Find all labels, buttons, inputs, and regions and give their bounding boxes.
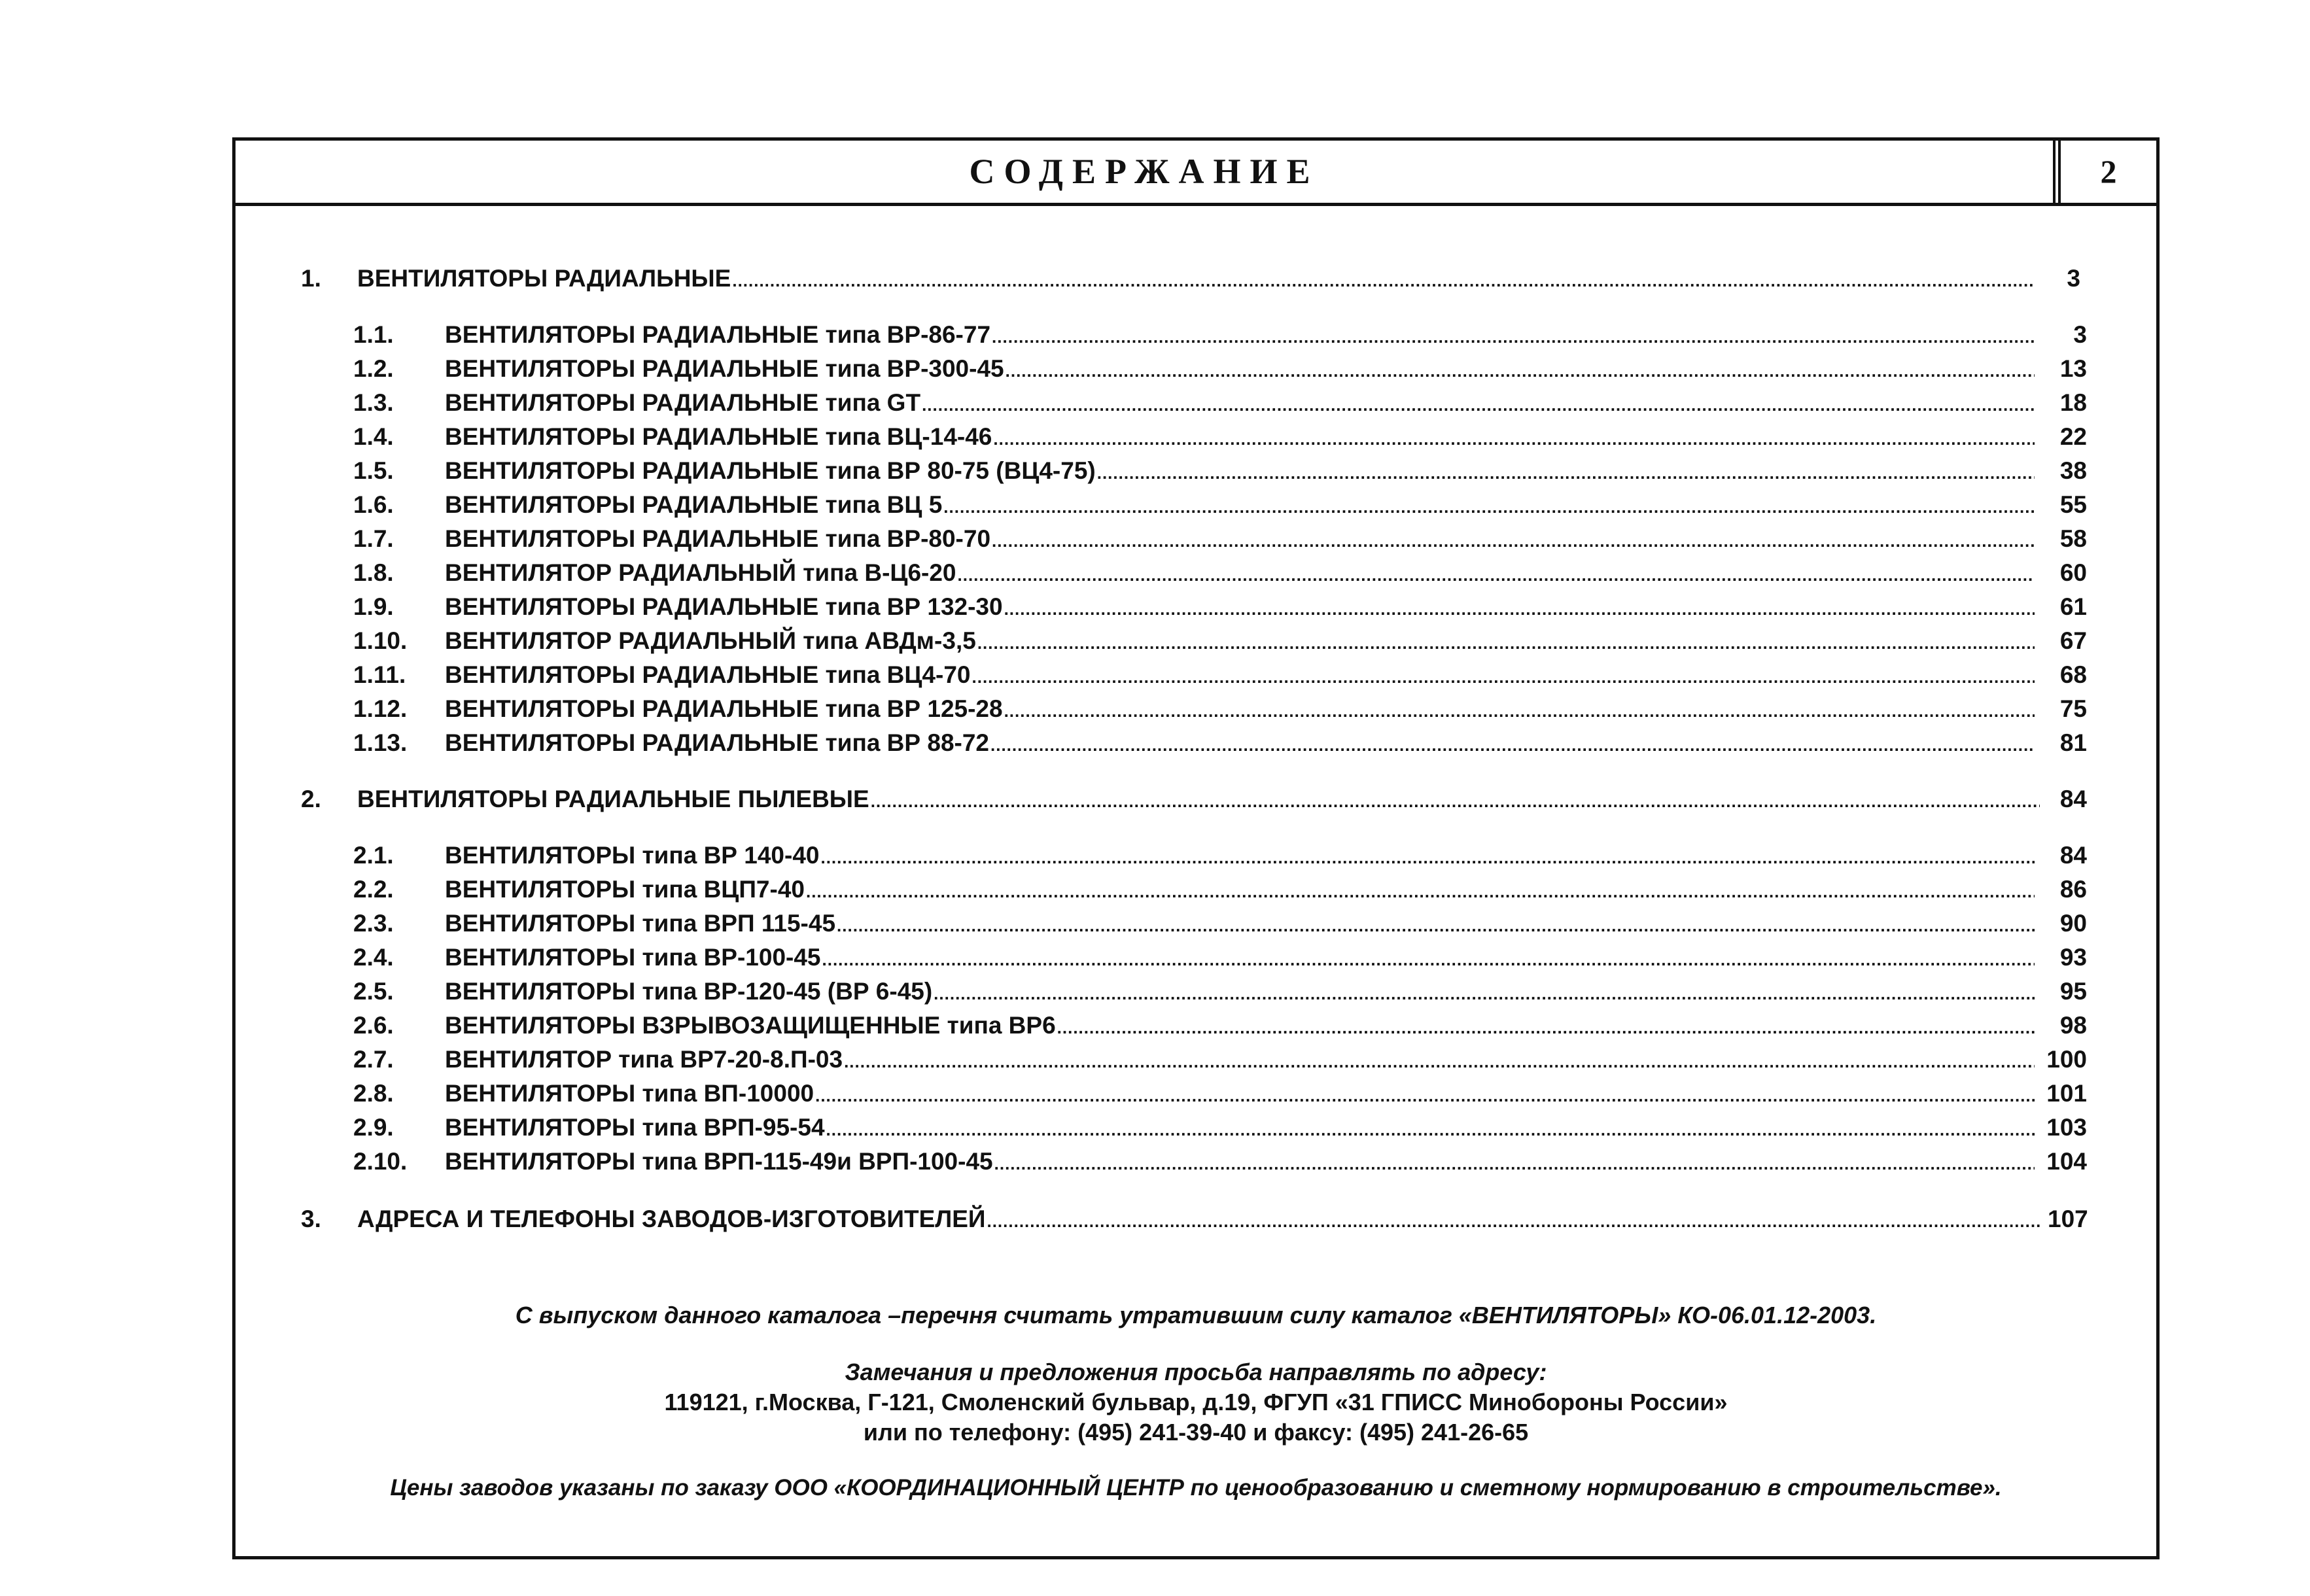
toc-title: ВЕНТИЛЯТОРЫ типа ВР-120-45 (ВР 6-45) bbox=[445, 978, 933, 1005]
toc-item-1-12 bbox=[353, 695, 2087, 723]
toc-leader bbox=[992, 531, 2035, 551]
toc-number: 2.10. bbox=[353, 1148, 408, 1175]
toc-number: 1.1. bbox=[353, 321, 394, 348]
toc-leader bbox=[1004, 701, 2035, 721]
toc-page: 3 bbox=[2067, 265, 2080, 292]
toc-title: ВЕНТИЛЯТОРЫ РАДИАЛЬНЫЕ типа ВР 80-75 (ВЦ4-75) bbox=[445, 457, 1096, 484]
toc-title: АДРЕСА И ТЕЛЕФОНЫ ЗАВОДОВ-ИЗГОТОВИТЕЛЕЙ bbox=[357, 1206, 986, 1232]
toc-title: ВЕНТИЛЯТОР типа ВР7-20-8.П-03 bbox=[445, 1046, 843, 1073]
toc-number: 1.4. bbox=[353, 423, 394, 450]
toc-page: 86 bbox=[2059, 876, 2087, 903]
toc-page: 22 bbox=[2059, 423, 2087, 450]
toc-number: 1.11. bbox=[353, 661, 406, 688]
phone-line: или по телефону: (495) 241-39-40 и факсу: (495) 241-26-65 bbox=[863, 1419, 1529, 1446]
toc-item-1-8 bbox=[353, 559, 2087, 587]
toc-item-1-3 bbox=[353, 389, 2087, 417]
toc-page: 104 bbox=[2046, 1148, 2087, 1175]
toc-title: ВЕНТИЛЯТОРЫ ВЗРЫВОЗАЩИЩЕННЫЕ типа ВР6 bbox=[445, 1012, 1056, 1039]
toc-title: ВЕНТИЛЯТОРЫ типа ВРП 115-45 bbox=[445, 910, 836, 937]
toc-page: 101 bbox=[2046, 1080, 2087, 1107]
toc-leader bbox=[806, 882, 2035, 902]
toc-leader bbox=[943, 497, 2035, 517]
toc-page: 61 bbox=[2059, 593, 2087, 620]
toc-number: 1.13. bbox=[353, 729, 408, 756]
toc-item-1-13 bbox=[353, 729, 2087, 757]
toc-page: 38 bbox=[2059, 457, 2087, 484]
toc-item-1-5 bbox=[353, 457, 2087, 485]
toc-leader bbox=[990, 735, 2035, 755]
toc-item-1-10 bbox=[353, 627, 2087, 655]
toc-leader bbox=[1057, 1018, 2035, 1038]
toc-title: ВЕНТИЛЯТОРЫ РАДИАЛЬНЫЕ типа ВР-86-77 bbox=[445, 321, 991, 348]
toc-number: 1.9. bbox=[353, 593, 394, 620]
toc-page: 58 bbox=[2059, 525, 2087, 552]
toc-item-2-7 bbox=[353, 1046, 2087, 1073]
toc-page: 98 bbox=[2059, 1012, 2087, 1039]
toc-leader bbox=[994, 1154, 2035, 1174]
toc-number: 2.3. bbox=[353, 910, 394, 937]
toc-leader bbox=[871, 791, 2040, 812]
toc-item-2-1 bbox=[353, 842, 2087, 869]
toc-leader bbox=[820, 848, 2035, 868]
header bbox=[236, 141, 2156, 206]
toc-leader bbox=[934, 984, 2035, 1004]
toc-leader bbox=[958, 565, 2035, 585]
toc-item-1-1 bbox=[353, 321, 2087, 349]
toc-item-2-10 bbox=[353, 1148, 2087, 1175]
toc-item-1-2 bbox=[353, 355, 2087, 383]
toc-number: 1.2. bbox=[353, 355, 394, 382]
toc-page: 75 bbox=[2059, 695, 2087, 722]
toc-item-2-9 bbox=[353, 1114, 2087, 1141]
toc-page: 100 bbox=[2046, 1046, 2087, 1073]
toc-number: 2. bbox=[301, 786, 321, 812]
toc-title: ВЕНТИЛЯТОРЫ типа ВР 140-40 bbox=[445, 842, 820, 869]
toc-number: 1.12. bbox=[353, 695, 408, 722]
toc-item-2-8 bbox=[353, 1080, 2087, 1107]
toc-leader bbox=[1006, 361, 2035, 381]
toc-page: 95 bbox=[2059, 978, 2087, 1005]
toc-item-2-4 bbox=[353, 944, 2087, 971]
toc-number: 2.4. bbox=[353, 944, 394, 971]
toc-page: 60 bbox=[2059, 559, 2087, 586]
toc-title: ВЕНТИЛЯТОР РАДИАЛЬНЫЙ типа АВДм-3,5 bbox=[445, 627, 976, 654]
toc-leader bbox=[732, 271, 2033, 291]
toc-page: 90 bbox=[2059, 910, 2087, 937]
toc-item-2-5 bbox=[353, 978, 2087, 1005]
toc-title: ВЕНТИЛЯТОРЫ РАДИАЛЬНЫЕ типа GT bbox=[445, 389, 921, 416]
supersede-note: С выпуском данного каталога –перечня считать утратившим силу каталог «ВЕНТИЛЯТОРЫ» КО-06.01.12-2003. bbox=[515, 1302, 1877, 1328]
toc-leader bbox=[844, 1052, 2035, 1072]
page-title: СОДЕРЖАНИЕ bbox=[969, 152, 1320, 191]
toc-section-2 bbox=[301, 786, 2087, 813]
toc-number: 2.5. bbox=[353, 978, 394, 1005]
toc-page: 84 bbox=[2059, 786, 2087, 812]
toc-title: ВЕНТИЛЯТОРЫ РАДИАЛЬНЫЕ типа ВР 88-72 bbox=[445, 729, 989, 756]
toc-title: ВЕНТИЛЯТОРЫ РАДИАЛЬНЫЕ типа ВР-80-70 bbox=[445, 525, 991, 552]
toc-title: ВЕНТИЛЯТОРЫ типа ВП-10000 bbox=[445, 1080, 814, 1107]
toc-leader bbox=[1097, 463, 2035, 483]
toc-number: 2.7. bbox=[353, 1046, 394, 1073]
toc-leader bbox=[815, 1086, 2035, 1106]
toc-number: 1.7. bbox=[353, 525, 394, 552]
page-frame bbox=[232, 137, 2160, 1559]
toc-leader bbox=[987, 1211, 2040, 1232]
toc-number: 1.6. bbox=[353, 491, 394, 518]
toc-title: ВЕНТИЛЯТОРЫ типа ВРП-95-54 bbox=[445, 1114, 825, 1141]
toc-page: 84 bbox=[2059, 842, 2087, 869]
toc-leader bbox=[826, 1120, 2035, 1140]
toc-section-3 bbox=[301, 1206, 2087, 1233]
toc-page: 18 bbox=[2059, 389, 2087, 416]
toc-number: 1.5. bbox=[353, 457, 394, 484]
toc-leader bbox=[993, 429, 2035, 449]
toc-number: 1.8. bbox=[353, 559, 394, 586]
toc-item-2-6 bbox=[353, 1012, 2087, 1039]
page-number: 2 bbox=[2100, 153, 2117, 190]
toc-page: 81 bbox=[2059, 729, 2087, 756]
toc-title: ВЕНТИЛЯТОРЫ РАДИАЛЬНЫЕ типа ВЦ 5 bbox=[445, 491, 943, 518]
toc-item-1-11 bbox=[353, 661, 2087, 689]
toc-page: 3 bbox=[2073, 321, 2087, 348]
toc-title: ВЕНТИЛЯТОРЫ типа ВЦП7-40 bbox=[445, 876, 805, 903]
toc-page: 103 bbox=[2046, 1114, 2087, 1141]
toc-leader bbox=[977, 633, 2035, 653]
toc-number: 1. bbox=[301, 265, 321, 292]
toc-number: 1.10. bbox=[353, 627, 408, 654]
toc-item-1-7 bbox=[353, 525, 2087, 553]
toc-number: 2.8. bbox=[353, 1080, 394, 1107]
toc-title: ВЕНТИЛЯТОРЫ РАДИАЛЬНЫЕ ПЫЛЕВЫЕ bbox=[357, 786, 869, 812]
toc-title: ВЕНТИЛЯТОРЫ РАДИАЛЬНЫЕ типа ВР-300-45 bbox=[445, 355, 1004, 382]
toc-title: ВЕНТИЛЯТОРЫ типа ВР-100-45 bbox=[445, 944, 821, 971]
toc-number: 2.1. bbox=[353, 842, 394, 869]
toc-number: 2.2. bbox=[353, 876, 394, 903]
toc-title: ВЕНТИЛЯТОРЫ РАДИАЛЬНЫЕ bbox=[357, 265, 731, 292]
toc-number: 2.9. bbox=[353, 1114, 394, 1141]
toc-item-1-9 bbox=[353, 593, 2087, 621]
header-divider bbox=[2053, 141, 2061, 203]
prices-note: Цены заводов указаны по заказу ООО «КООРДИНАЦИОННЫЙ ЦЕНТР по ценообразованию и сметному нормированию в строительстве». bbox=[390, 1475, 2002, 1501]
toc-page: 107 bbox=[2048, 1206, 2088, 1232]
toc-item-1-4 bbox=[353, 423, 2087, 451]
toc-page: 55 bbox=[2059, 491, 2087, 518]
toc-item-2-3 bbox=[353, 910, 2087, 937]
toc-page: 93 bbox=[2059, 944, 2087, 971]
toc-title: ВЕНТИЛЯТОРЫ типа ВРП-115-49и ВРП-100-45 bbox=[445, 1148, 993, 1175]
toc-leader bbox=[837, 916, 2035, 936]
toc-page: 68 bbox=[2059, 661, 2087, 688]
toc-leader bbox=[972, 667, 2035, 687]
toc-title: ВЕНТИЛЯТОРЫ РАДИАЛЬНЫЕ типа ВР 125-28 bbox=[445, 695, 1003, 722]
remarks-note: Замечания и предложения просьба направлять по адресу: bbox=[845, 1359, 1547, 1385]
toc-number: 2.6. bbox=[353, 1012, 394, 1039]
toc-leader bbox=[992, 327, 2035, 347]
toc-title: ВЕНТИЛЯТОР РАДИАЛЬНЫЙ типа В-Ц6-20 bbox=[445, 559, 956, 586]
toc-title: ВЕНТИЛЯТОРЫ РАДИАЛЬНЫЕ типа ВЦ4-70 bbox=[445, 661, 971, 688]
toc-leader bbox=[822, 950, 2035, 970]
toc-number: 1.3. bbox=[353, 389, 394, 416]
toc-page: 13 bbox=[2059, 355, 2087, 382]
toc-number: 3. bbox=[301, 1206, 321, 1232]
toc-section-1 bbox=[301, 265, 2080, 292]
address-line: 119121, г.Москва, Г-121, Смоленский бульвар, д.19, ФГУП «31 ГПИСС Минобороны России» bbox=[664, 1389, 1728, 1415]
toc-leader bbox=[1004, 599, 2035, 619]
toc-item-2-2 bbox=[353, 876, 2087, 903]
toc-title: ВЕНТИЛЯТОРЫ РАДИАЛЬНЫЕ типа ВЦ-14-46 bbox=[445, 423, 992, 450]
toc-leader bbox=[922, 395, 2035, 415]
toc-title: ВЕНТИЛЯТОРЫ РАДИАЛЬНЫЕ типа ВР 132-30 bbox=[445, 593, 1003, 620]
toc-page: 67 bbox=[2059, 627, 2087, 654]
toc-item-1-6 bbox=[353, 491, 2087, 519]
